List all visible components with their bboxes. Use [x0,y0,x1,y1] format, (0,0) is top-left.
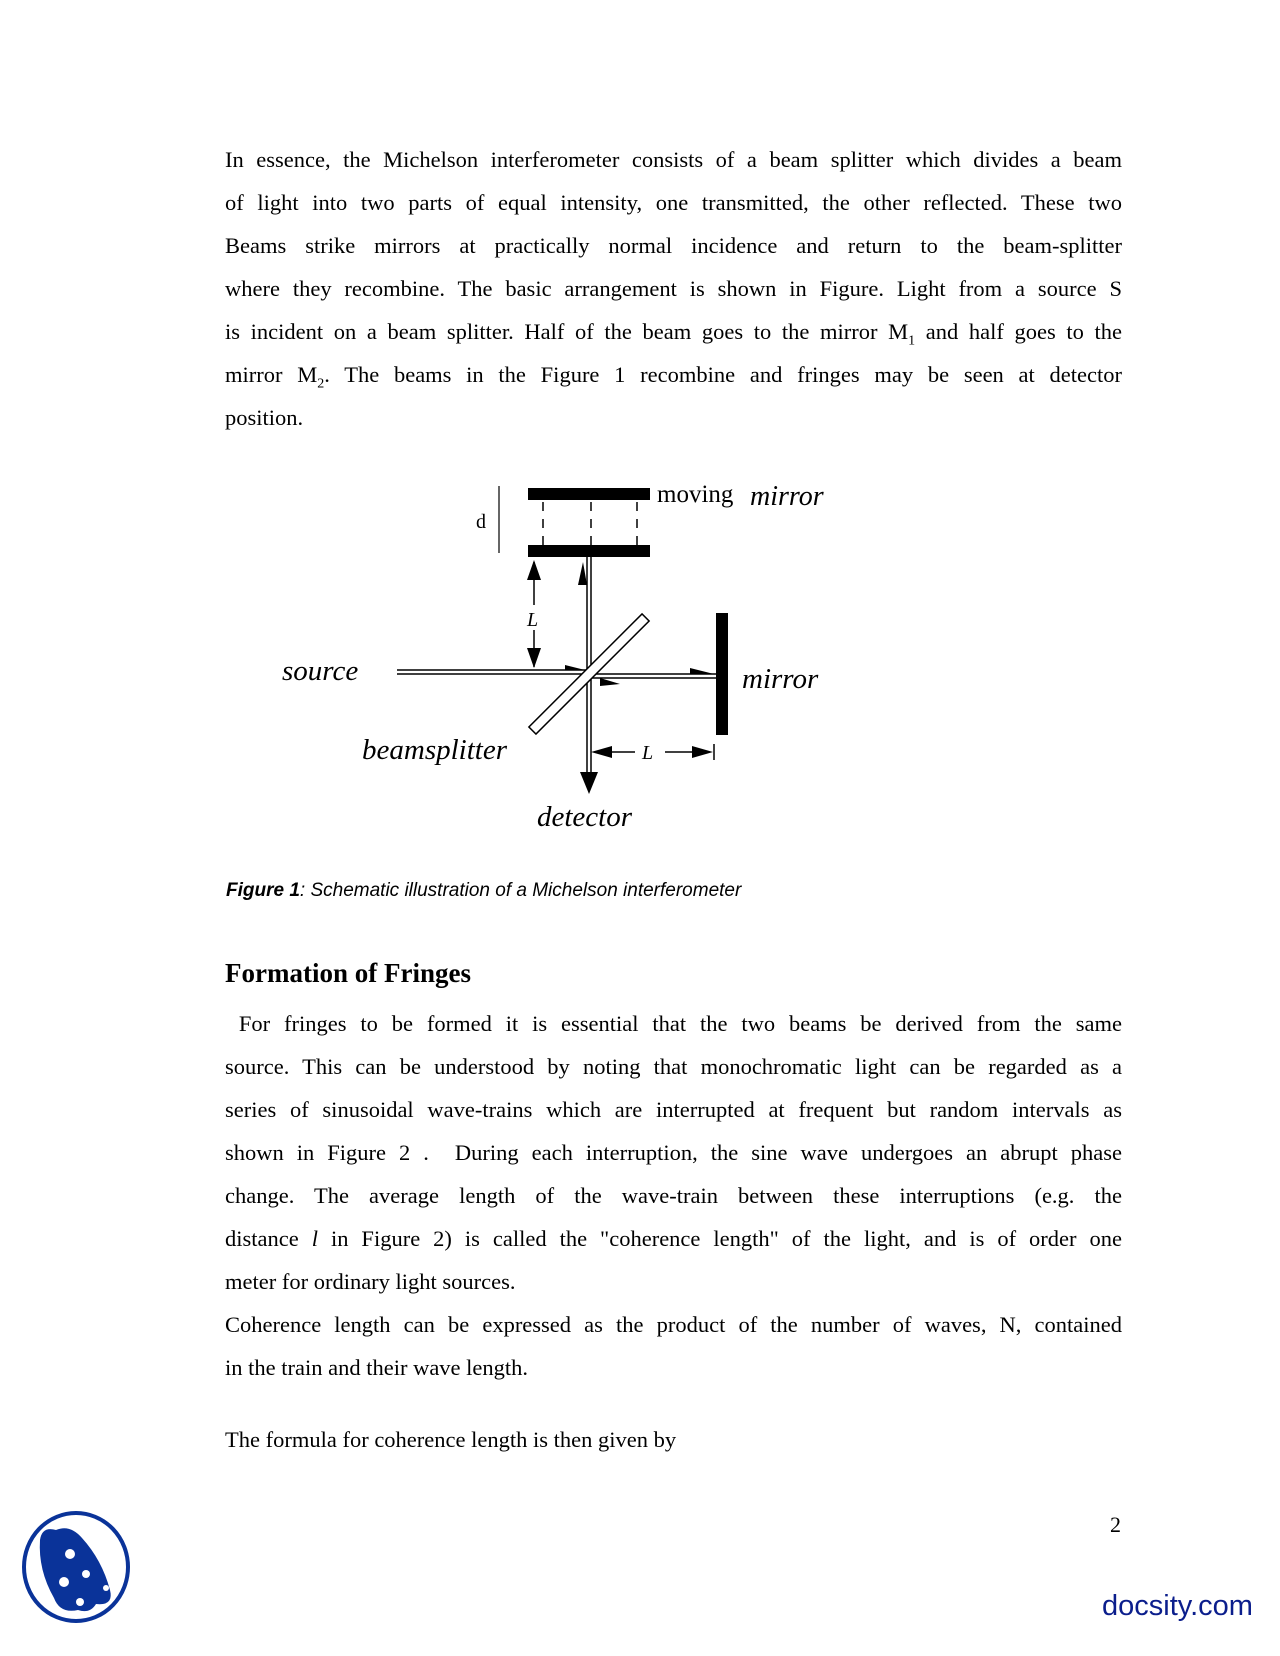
section-heading: Formation of Fringes [225,958,471,988]
paragraph-line: of light into two parts of equal intensity, one transmitted, the other reflected. These two [225,190,1122,215]
paragraph-line: shown in Figure 2 . During each interruption, the sine wave undergoes an abrupt phase [225,1140,1122,1165]
text: . The beams in the Figure 1 recombine and fringes may be seen at detector [324,362,1122,387]
beamsplitter-label: beamsplitter [362,734,507,766]
text: distance [225,1226,312,1251]
arrow-up [578,562,587,585]
paragraph-line: source. This can be understood by noting that monochromatic light can be regarded as a [225,1054,1122,1079]
subscript: 2 [317,376,325,392]
d-label: d [476,511,486,533]
caption-text: : Schematic illustration of a Michelson interferometer [299,880,742,901]
L-vertical-label: L [527,609,539,631]
paragraph-line [225,1226,1122,1252]
caption-label: Figure 1 [226,880,300,901]
formula-intro: The formula for coherence length is then given by [225,1427,677,1452]
text: and half goes to the [915,319,1122,344]
paragraph-line: change. The average length of the wave-train between these interruptions (e.g. the [225,1183,1122,1208]
docsity-brand-link[interactable]: docsity.com [1102,1590,1253,1622]
subscript: 1 [908,333,916,349]
paragraph-line: where they recombine. The basic arrangement is shown in Figure. Light from a source S [225,276,1122,301]
italic-l: l [311,1226,318,1251]
paragraph-line: series of sinusoidal wave-trains which are interrupted at frequent but random intervals as [225,1097,1122,1122]
paragraph-line: For fringes to be formed it is essential that the two beams be derived from the same [225,1011,1122,1036]
page-number: 2 [1110,1512,1121,1537]
source-label: source [282,655,359,687]
dashed-guides [543,502,637,545]
paragraph-line: position. [225,405,304,430]
moving-mirror-label: mirror [750,481,824,512]
text: in Figure 2) is called the "coherence length" of the light, and is of order one [317,1226,1122,1251]
paragraph-line: Beams strike mirrors at practically normal incidence and return to the beam-splitter [225,233,1122,258]
paragraph-line: meter for ordinary light sources. [225,1269,516,1294]
text: mirror M [225,362,318,387]
moving-mirror-bottom [528,545,650,557]
moving-label: moving [657,481,734,508]
mirror-label: mirror [742,663,819,695]
docsity-logo-icon[interactable] [20,1510,132,1624]
paragraph-line: In essence, the Michelson interferometer consists of a beam splitter which divides a beam [225,147,1122,172]
L-horizontal-label: L [642,742,654,764]
moving-mirror-top [528,488,650,500]
paragraph-line: Coherence length can be expressed as the product of the number of waves, N, contained [225,1312,1122,1337]
paragraph-line: in the train and their wave length. [225,1355,529,1380]
text: is incident on a beam splitter. Half of the beam goes to the mirror M [225,319,909,344]
figure-caption [226,880,741,902]
detector-label: detector [537,801,633,833]
arrow-down-detector [580,772,598,794]
fixed-mirror [716,613,728,735]
